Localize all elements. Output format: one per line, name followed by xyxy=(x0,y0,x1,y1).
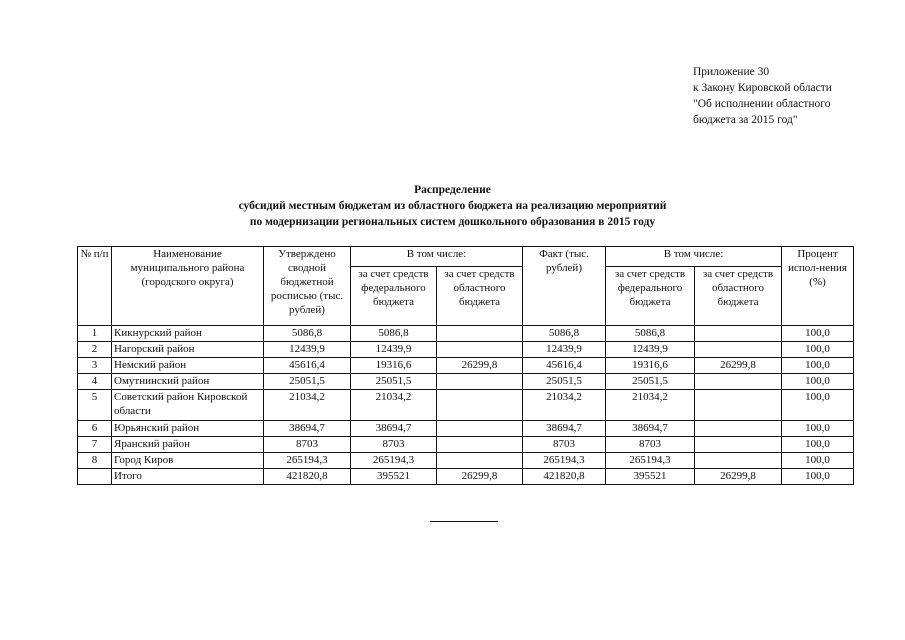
header-federal-2: за счет средств федерального бюджета xyxy=(606,267,695,326)
header-regional-2: за счет средств областного бюджета xyxy=(695,267,782,326)
cell-name: Немский район xyxy=(112,358,264,374)
appendix-line: к Закону Кировской области xyxy=(693,82,832,94)
appendix-line: бюджета за 2015 год" xyxy=(693,114,798,126)
cell-fact: 5086,8 xyxy=(523,326,606,342)
header-regional-1: за счет средств областного бюджета xyxy=(437,267,523,326)
table-row xyxy=(78,421,854,437)
cell-federal-1: 8703 xyxy=(351,437,437,453)
header-num: № п/п xyxy=(78,247,112,326)
cell-regional-1 xyxy=(437,326,523,342)
cell-percent: 100,0 xyxy=(782,342,854,358)
header-federal-1: за счет средств федерального бюджета xyxy=(351,267,437,326)
cell-regional-1 xyxy=(437,453,523,469)
cell-federal-2: 12439,9 xyxy=(606,342,695,358)
cell-fact: 38694,7 xyxy=(523,421,606,437)
cell-num: 4 xyxy=(78,374,112,390)
cell-percent: 100,0 xyxy=(782,453,854,469)
cell-num: 7 xyxy=(78,437,112,453)
cell-regional-2: 26299,8 xyxy=(695,469,782,485)
cell-num: 6 xyxy=(78,421,112,437)
cell-fact: 12439,9 xyxy=(523,342,606,358)
table-row xyxy=(78,390,854,421)
cell-num: 8 xyxy=(78,453,112,469)
cell-percent: 100,0 xyxy=(782,437,854,453)
cell-percent: 100,0 xyxy=(782,469,854,485)
document-title xyxy=(0,182,905,230)
cell-num: 2 xyxy=(78,342,112,358)
end-divider xyxy=(430,521,498,522)
table-row xyxy=(78,437,854,453)
cell-fact: 45616,4 xyxy=(523,358,606,374)
cell-percent: 100,0 xyxy=(782,421,854,437)
cell-fact: 21034,2 xyxy=(523,390,606,421)
cell-federal-2: 265194,3 xyxy=(606,453,695,469)
cell-federal-1: 5086,8 xyxy=(351,326,437,342)
table-row xyxy=(78,358,854,374)
cell-regional-2 xyxy=(695,437,782,453)
cell-federal-1: 21034,2 xyxy=(351,390,437,421)
title-line: по модернизации региональных систем дошкольного образования в 2015 году xyxy=(249,216,656,228)
table-row xyxy=(78,326,854,342)
cell-federal-2: 21034,2 xyxy=(606,390,695,421)
cell-approved: 421820,8 xyxy=(264,469,351,485)
cell-regional-1 xyxy=(437,342,523,358)
cell-federal-1: 12439,9 xyxy=(351,342,437,358)
cell-regional-2 xyxy=(695,342,782,358)
table-row xyxy=(78,374,854,390)
cell-approved: 21034,2 xyxy=(264,390,351,421)
cell-num xyxy=(78,469,112,485)
cell-federal-1: 19316,6 xyxy=(351,358,437,374)
cell-regional-1: 26299,8 xyxy=(437,358,523,374)
cell-federal-1: 25051,5 xyxy=(351,374,437,390)
cell-approved: 5086,8 xyxy=(264,326,351,342)
title-line: субсидий местным бюджетам из областного бюджета на реализацию мероприятий xyxy=(238,200,667,212)
cell-federal-2: 19316,6 xyxy=(606,358,695,374)
cell-approved: 8703 xyxy=(264,437,351,453)
cell-fact: 265194,3 xyxy=(523,453,606,469)
cell-regional-2 xyxy=(695,326,782,342)
cell-regional-2 xyxy=(695,390,782,421)
header-name: Наименование муниципального района (городского округа) xyxy=(112,247,264,326)
cell-name: Нагорский район xyxy=(112,342,264,358)
cell-regional-1: 26299,8 xyxy=(437,469,523,485)
cell-federal-2: 25051,5 xyxy=(606,374,695,390)
cell-num: 1 xyxy=(78,326,112,342)
header-including-2: В том числе: xyxy=(606,247,782,267)
cell-regional-2 xyxy=(695,453,782,469)
table-row xyxy=(78,453,854,469)
appendix-line: "Об исполнении областного xyxy=(693,98,831,110)
cell-regional-1 xyxy=(437,437,523,453)
cell-federal-2: 8703 xyxy=(606,437,695,453)
cell-regional-2 xyxy=(695,421,782,437)
cell-federal-1: 395521 xyxy=(351,469,437,485)
cell-name: Омутнинский район xyxy=(112,374,264,390)
cell-federal-2: 38694,7 xyxy=(606,421,695,437)
cell-federal-1: 38694,7 xyxy=(351,421,437,437)
cell-percent: 100,0 xyxy=(782,374,854,390)
cell-approved: 25051,5 xyxy=(264,374,351,390)
cell-name: Советский район Кировской области xyxy=(112,390,264,421)
cell-name: Юрьянский район xyxy=(112,421,264,437)
table-row xyxy=(78,342,854,358)
cell-percent: 100,0 xyxy=(782,358,854,374)
cell-percent: 100,0 xyxy=(782,326,854,342)
cell-regional-1 xyxy=(437,390,523,421)
header-percent: Процент испол-нения (%) xyxy=(782,247,854,326)
cell-regional-1 xyxy=(437,421,523,437)
appendix-note xyxy=(693,64,832,128)
cell-federal-1: 265194,3 xyxy=(351,453,437,469)
cell-percent: 100,0 xyxy=(782,390,854,421)
cell-approved: 265194,3 xyxy=(264,453,351,469)
cell-federal-2: 395521 xyxy=(606,469,695,485)
title-line: Распределение xyxy=(414,184,491,196)
cell-federal-2: 5086,8 xyxy=(606,326,695,342)
total-row xyxy=(78,469,854,485)
cell-fact: 8703 xyxy=(523,437,606,453)
cell-approved: 38694,7 xyxy=(264,421,351,437)
cell-num: 5 xyxy=(78,390,112,421)
cell-regional-1 xyxy=(437,374,523,390)
cell-num: 3 xyxy=(78,358,112,374)
cell-approved: 12439,9 xyxy=(264,342,351,358)
cell-regional-2: 26299,8 xyxy=(695,358,782,374)
cell-approved: 45616,4 xyxy=(264,358,351,374)
header-including-1: В том числе: xyxy=(351,247,523,267)
header-fact: Факт (тыс. рублей) xyxy=(523,247,606,326)
cell-name: Яранский район xyxy=(112,437,264,453)
cell-fact: 421820,8 xyxy=(523,469,606,485)
header-approved: Утверждено сводной бюджетной росписью (тыс. рублей) xyxy=(264,247,351,326)
cell-name: Итого xyxy=(112,469,264,485)
subsidy-table xyxy=(77,246,854,485)
appendix-line: Приложение 30 xyxy=(693,66,770,78)
cell-fact: 25051,5 xyxy=(523,374,606,390)
cell-name: Кикнурский район xyxy=(112,326,264,342)
cell-name: Город Киров xyxy=(112,453,264,469)
cell-regional-2 xyxy=(695,374,782,390)
